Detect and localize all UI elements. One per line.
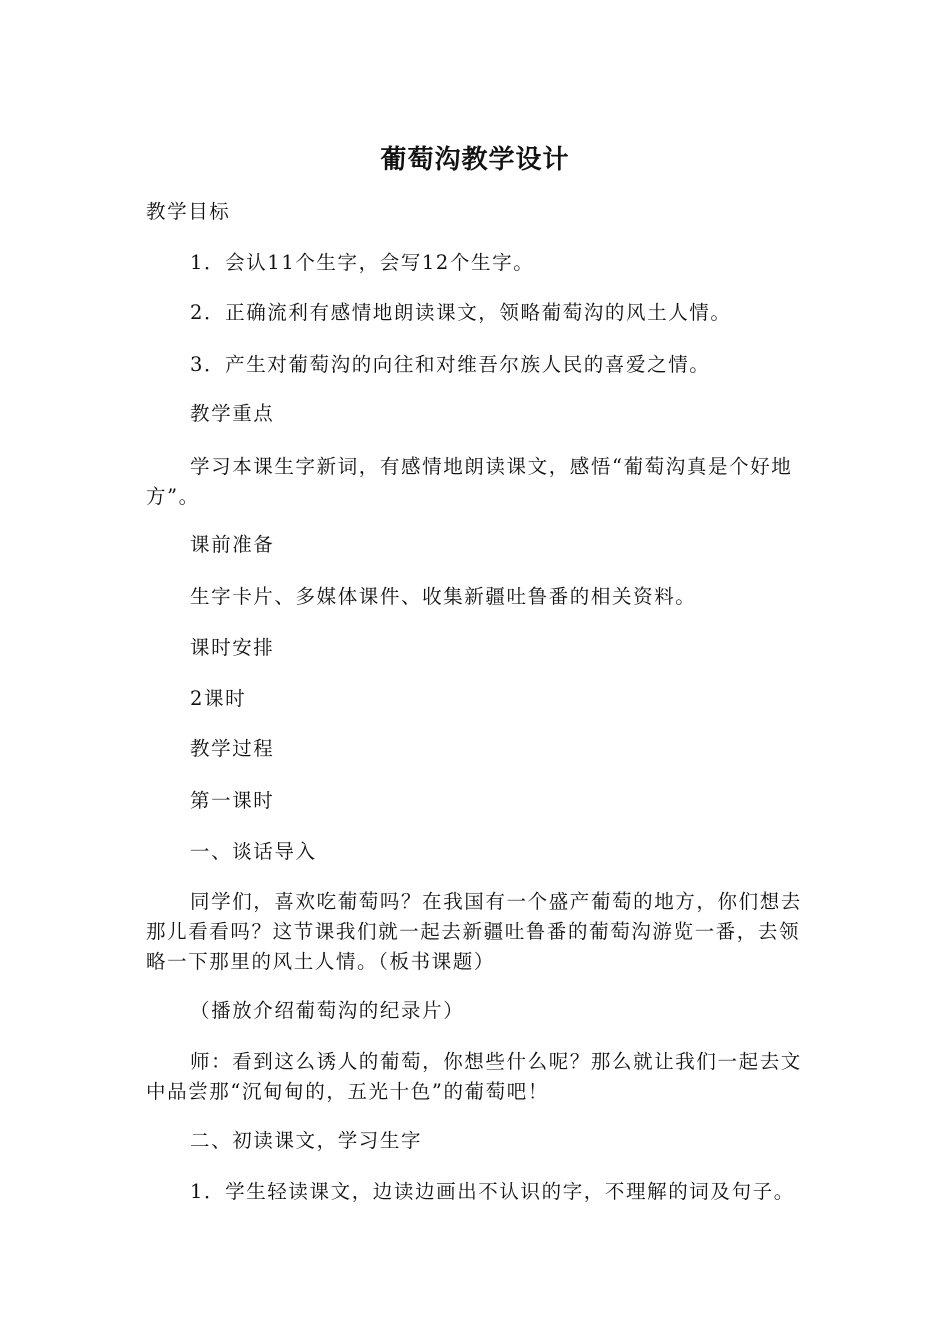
objective-2: 2．正确流利有感情地朗读课文，领略葡萄沟的风土人情。 <box>190 301 732 324</box>
schedule-text: 2课时 <box>190 687 247 710</box>
step-one-heading: 一、谈话导入 <box>190 840 317 863</box>
key-points-text: 学习本课生字新词，有感情地朗读课文，感悟“葡萄沟真是个好地方”。 <box>146 455 793 508</box>
documentary-note: （播放介绍葡萄沟的纪录片） <box>190 999 465 1022</box>
objective-1: 1．会认11个生字，会写12个生字。 <box>190 251 535 274</box>
step-two-heading: 二、初读课文，学习生字 <box>190 1129 423 1152</box>
step-two-item-1: 1．学生轻读课文，边读边画出不认识的字，不理解的词及句子。 <box>190 1180 795 1203</box>
document-title: 葡萄沟教学设计 <box>380 145 570 175</box>
section-heading-preparation: 课前准备 <box>190 533 275 556</box>
teacher-prompt: 师：看到这么诱人的葡萄，你想些什么呢？那么就让我们一起去文中品尝那“沉甸甸的，五光十色”的葡萄吧！ <box>146 1050 802 1103</box>
preparation-text: 生字卡片、多媒体课件、收集新疆吐鲁番的相关资料。 <box>190 585 697 608</box>
section-heading-process: 教学过程 <box>190 737 275 760</box>
section-heading-objectives: 教学目标 <box>146 200 231 223</box>
lesson-one-heading: 第一课时 <box>190 789 275 812</box>
section-heading-key-points: 教学重点 <box>190 402 275 425</box>
introduction-text: 同学们，喜欢吃葡萄吗？在我国有一个盛产葡萄的地方，你们想去那儿看看吗？这节课我们就一起去新疆吐鲁番的葡萄沟游览一番，去领略一下那里的风土人情。（板书课题） <box>146 890 802 973</box>
objective-3: 3．产生对葡萄沟的向往和对维吾尔族人民的喜爱之情。 <box>190 353 711 376</box>
section-heading-schedule: 课时安排 <box>190 636 275 659</box>
